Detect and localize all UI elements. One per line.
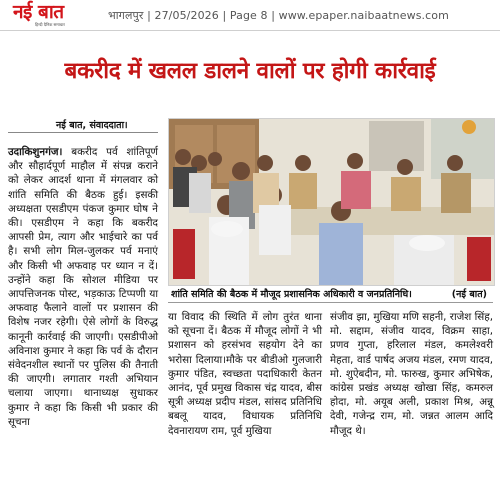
logo-tagline: हिन्दी दैनिक समाचार xyxy=(35,22,65,27)
edition-info: भागलपुर | 27/05/2026 | Page 8 | www.epaper.naibaatnews.com xyxy=(108,9,449,22)
masthead xyxy=(0,0,500,31)
article-column-2 xyxy=(168,310,322,438)
photo-credit: (नई बात) xyxy=(451,288,487,300)
column-2-text: या विवाद की स्थिति में लोग तुरंत थाना को सूचना दें। बैठक में मौजूद लोगों ने भी प्रशासन को हरसंभव सहयोग देने का भरोसा दिलाया।मौके पर बीडीओ गुलजारी कुमार पंडित, स्वच्छता पदाधिकारी केतन आनंद, पूर्व प्रमुख विकास चंद्र यादव, बीस सूत्री अध्यक्ष प्रदीप मंडल, सांसद प्रतिनिधि बबलू यादव, विधायक प्रतिनिधि देवनारायण राम, पूर्व मुखिया xyxy=(168,311,322,437)
logo-text: नई बात xyxy=(13,1,64,23)
article-column-1 xyxy=(8,145,158,429)
article-headline: बकरीद में खलल डालने वालों पर होगी कार्रवाई xyxy=(64,58,436,84)
meeting-photo-image xyxy=(169,119,494,285)
article-column-3 xyxy=(330,310,493,438)
newspaper-logo xyxy=(13,2,107,28)
photo-caption-bar xyxy=(168,284,493,303)
byline-divider xyxy=(8,132,158,133)
photo-caption: शांति समिति की बैठक में मौजूद प्रशासनिक अधिकारी व जनप्रतिनिधि। xyxy=(171,288,412,300)
meeting-photo xyxy=(168,118,495,286)
article-byline: नई बात, संवाददाता। xyxy=(56,120,128,131)
column-1-text: बकरीद पर्व शांतिपूर्ण और सौहार्दपूर्ण माहौल में संपन्न कराने को लेकर आदर्श थाना में मंगलवार को शांति समिति की बैठक हुई। इसकी अध्यक्षता एसडीएम पंकज कुमार घोष ने की। एसडीएम ने कहा कि बकरीद आपसी प्रेम, त्याग और भाईचारे का पर्व है। सभी लोग मिल-जुलकर पर्व मनाएं और किसी भी अफवाह पर ध्यान न दें। उन्होंने कहा कि सोशल मीडिया पर आपत्तिजनक पोस्ट, भड़काऊ टिप्पणी या अफवाह फैलाने वालों पर प्रशासन की विशेष नजर रहेगी। ऐसे लोगों के विरुद्ध कानूनी कार्रवाई की जाएगी। एसडीपीओ अविनाश कुमार ने कहा कि पर्व के दौरान संवेदनशील स्थानों पर पुलिस की तैनाती की जाएगी। लगातार गश्ती अभियान चलाया जाएगा। थानाध्यक्ष सुधाकर कुमार ने कहा कि किसी भी प्रकार की सूचना xyxy=(8,146,158,428)
column-3-text: संजीव झा, मुखिया मणि सहनी, राजेश सिंह, मो. सद्दाम, संजीव यादव, विक्रम साहा, प्रणव गुप्ता, हरिलाल मंडल, कमलेश्वरी मेहता, वार्ड पार्षद अजय मंडल, रमण यादव, मो. शुऐबदीन, मो. फारुख, कुमार अभिषेक, कांग्रेस प्रखंड अध्यक्ष खोखा सिंह, कमरुल होदा, मो. अयूब अली, प्रकाश मिश्र, अन्नू देवी, गजेन्द्र राम, मो. जन्नत आलम आदि मौजूद थे। xyxy=(330,311,493,437)
article-dateline: उदाकिशुनगंज। xyxy=(8,146,63,158)
